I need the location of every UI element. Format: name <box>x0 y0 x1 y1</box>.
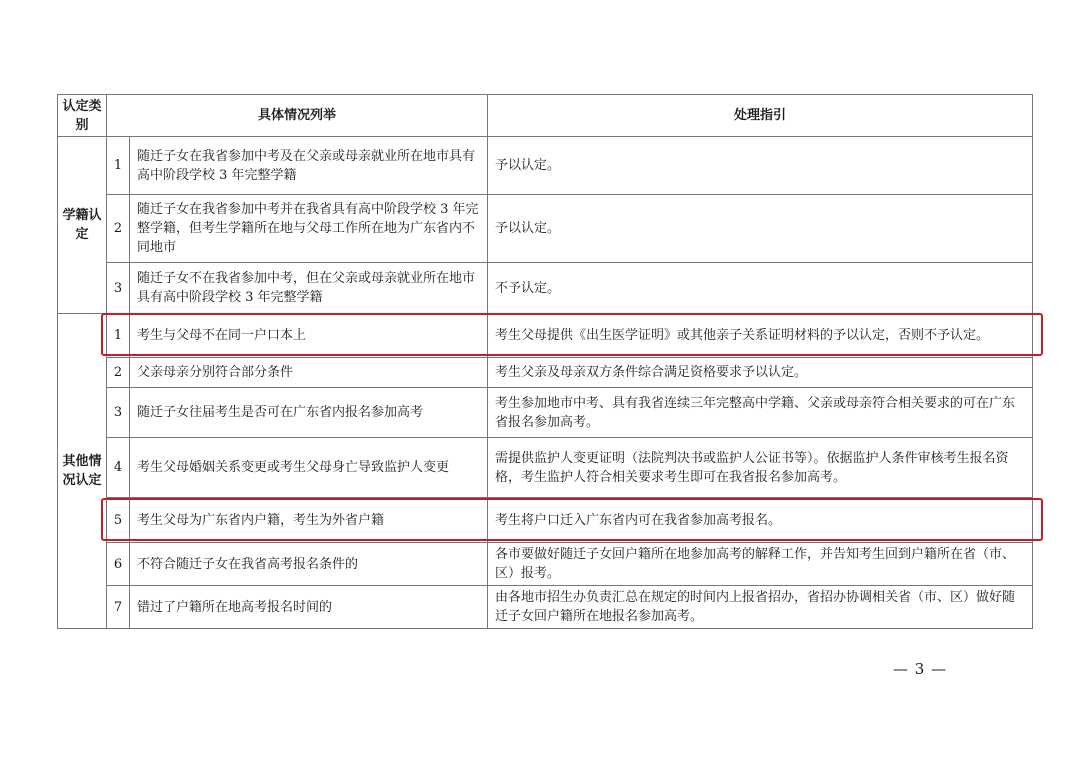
row-number: 5 <box>107 498 130 543</box>
table-row <box>58 314 1033 358</box>
guidance-cell: 由各地市招生办负责汇总在规定的时间内上报省招办，省招办协调相关省（市、区）做好随迁子女回户籍所在地报名参加高考。 <box>488 586 1033 629</box>
guidance-cell: 不予认定。 <box>488 263 1033 314</box>
row-number: 4 <box>107 438 130 498</box>
guidance-cell: 予以认定。 <box>488 195 1033 263</box>
guidance-cell: 考生父亲及母亲双方条件综合满足资格要求予以认定。 <box>488 358 1033 388</box>
policy-table <box>57 94 1033 629</box>
header-situation: 具体情况列举 <box>107 95 488 137</box>
situation-cell: 父亲母亲分别符合部分条件 <box>130 358 488 388</box>
category-other-situations: 其他情况认定 <box>58 314 107 629</box>
row-number: 2 <box>107 358 130 388</box>
header-category: 认定类别 <box>58 95 107 137</box>
table-row <box>58 388 1033 438</box>
table-row <box>58 586 1033 629</box>
situation-cell: 错过了户籍所在地高考报名时间的 <box>130 586 488 629</box>
guidance-cell: 考生参加地市中考、具有我省连续三年完整高中学籍、父亲或母亲符合相关要求的可在广东省报名参加高考。 <box>488 388 1033 438</box>
table-row <box>58 195 1033 263</box>
guidance-cell: 需提供监护人变更证明（法院判决书或监护人公证书等）。依据监护人条件审核考生报名资格，考生监护人符合相关要求考生即可在我省报名参加高考。 <box>488 438 1033 498</box>
guidance-cell: 考生父母提供《出生医学证明》或其他亲子关系证明材料的予以认定，否则不予认定。 <box>488 314 1033 358</box>
header-row <box>58 95 1033 137</box>
situation-cell: 随迁子女在我省参加中考并在我省具有高中阶段学校 3 年完整学籍，但考生学籍所在地与父母工作所在地为广东省内不同地市 <box>130 195 488 263</box>
row-number: 3 <box>107 263 130 314</box>
situation-cell: 不符合随迁子女在我省高考报名条件的 <box>130 543 488 586</box>
table-row <box>58 498 1033 543</box>
row-number: 1 <box>107 314 130 358</box>
page-number: — 3 — <box>893 660 948 678</box>
situation-cell: 考生父母婚姻关系变更或考生父母身亡导致监护人变更 <box>130 438 488 498</box>
row-number: 1 <box>107 137 130 195</box>
row-number: 6 <box>107 543 130 586</box>
guidance-cell: 各市要做好随迁子女回户籍所在地参加高考的解释工作，并告知考生回到户籍所在省（市、区）报考。 <box>488 543 1033 586</box>
situation-cell: 随迁子女在我省参加中考及在父亲或母亲就业所在地市具有高中阶段学校 3 年完整学籍 <box>130 137 488 195</box>
situation-cell: 随迁子女往届考生是否可在广东省内报名参加高考 <box>130 388 488 438</box>
table-row <box>58 438 1033 498</box>
situation-cell: 随迁子女不在我省参加中考，但在父亲或母亲就业所在地市具有高中阶段学校 3 年完整学籍 <box>130 263 488 314</box>
guidance-cell: 考生将户口迁入广东省内可在我省参加高考报名。 <box>488 498 1033 543</box>
header-guidance: 处理指引 <box>488 95 1033 137</box>
situation-cell: 考生与父母不在同一户口本上 <box>130 314 488 358</box>
table-row <box>58 263 1033 314</box>
table-row <box>58 358 1033 388</box>
guidance-cell: 予以认定。 <box>488 137 1033 195</box>
table-row <box>58 543 1033 586</box>
situation-cell: 考生父母为广东省内户籍，考生为外省户籍 <box>130 498 488 543</box>
row-number: 7 <box>107 586 130 629</box>
row-number: 3 <box>107 388 130 438</box>
table-row <box>58 137 1033 195</box>
category-school-record: 学籍认定 <box>58 137 107 314</box>
row-number: 2 <box>107 195 130 263</box>
